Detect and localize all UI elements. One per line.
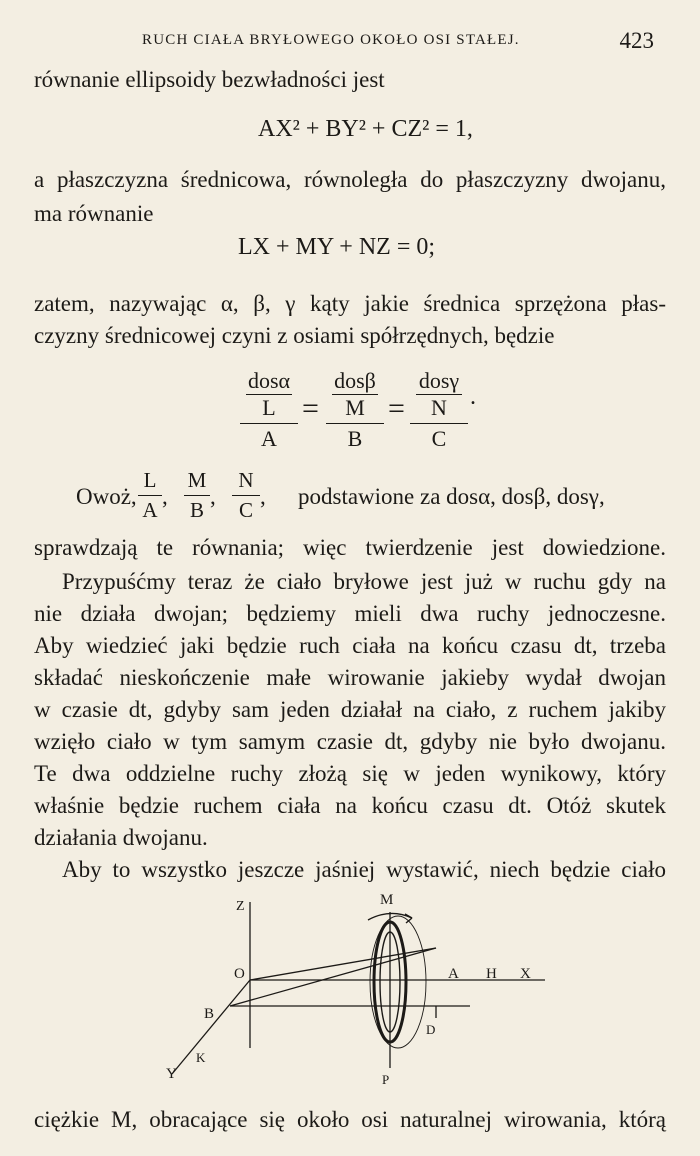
fraction-inner-numerator: L bbox=[262, 395, 276, 420]
fraction-inner-denominator: B bbox=[347, 426, 363, 451]
fraction-numerator: L bbox=[143, 468, 157, 492]
text-line: składać nieskończenie małe wirowanie jakieby wydał dwojan bbox=[34, 665, 666, 690]
text-line: a płaszczyzna średnicowa, równoległa do płaszczyzny dwojanu, bbox=[34, 167, 666, 192]
equals-sign: = bbox=[302, 392, 319, 425]
label-a: A bbox=[448, 966, 459, 982]
inline-fraction bbox=[184, 468, 210, 523]
text-line: Przypuśćmy teraz że ciało bryłowe jest już w ruchu gdy na bbox=[62, 569, 666, 594]
text-line: równanie ellipsoidy bezwładności jest bbox=[34, 67, 385, 92]
label-b: B bbox=[204, 1006, 215, 1022]
label-x: X bbox=[520, 966, 531, 982]
fraction-numerator: M bbox=[187, 468, 207, 492]
rotating-body-shadow bbox=[370, 916, 426, 1048]
label-d: D bbox=[426, 1022, 436, 1037]
fraction-inner-denominator: C bbox=[431, 426, 447, 451]
label-h: H bbox=[486, 966, 497, 982]
text-line: Te dwa oddzielne ruchy złożą się w jeden wynikowy, który bbox=[34, 761, 666, 786]
text-word: Owoż, bbox=[76, 484, 137, 509]
compound-fraction bbox=[410, 368, 468, 452]
text-line: w czasie dt, gdyby sam jeden działał na ciało, z ruchem jakiby bbox=[34, 697, 666, 722]
page-number: 423 bbox=[619, 28, 654, 53]
label-y: Y bbox=[166, 1066, 177, 1082]
fraction-denominator: B bbox=[189, 498, 204, 522]
equals-sign: = bbox=[388, 392, 405, 425]
arm-line bbox=[250, 948, 436, 980]
inline-fraction bbox=[138, 468, 162, 523]
fraction-denominator: A bbox=[142, 498, 158, 522]
text-line: podstawione za dosα, dosβ, dosγ, bbox=[298, 484, 605, 509]
label-m: M bbox=[380, 892, 394, 908]
fraction-numerator: dosα bbox=[247, 368, 291, 393]
text-line: sprawdzają te równania; więc twierdzenie jest dowiedzione. bbox=[34, 535, 666, 560]
text-line: wzięło ciało w tym samym czasie dt, gdyby nie było dwojanu. bbox=[34, 729, 666, 754]
text-line: ma równanie bbox=[34, 201, 154, 226]
y-axis-line bbox=[172, 980, 250, 1074]
label-k: K bbox=[196, 1050, 206, 1065]
comma: , bbox=[210, 484, 216, 509]
label-z: Z bbox=[236, 899, 245, 914]
comma: , bbox=[260, 484, 266, 509]
plane-equation: LX + MY + NZ = 0; bbox=[238, 234, 436, 260]
text-line: nie działa dwojan; będziemy mieli dwa ruchy jednoczesne. bbox=[34, 601, 666, 626]
inline-fraction bbox=[232, 468, 260, 523]
period: . bbox=[470, 384, 476, 410]
text-line: czyzny średnicowej czyni z osiami spółrzędnych, będzie bbox=[34, 323, 555, 348]
text-line: ciężkie M, obracające się około osi naturalnej wirowania, którą bbox=[34, 1107, 666, 1132]
fraction-inner-denominator: A bbox=[261, 426, 277, 451]
text-line: Aby to wszystko jeszcze jaśniej wystawić, niech będzie ciało bbox=[62, 857, 666, 882]
compound-fraction bbox=[240, 368, 298, 452]
label-p: P bbox=[382, 1072, 390, 1087]
fraction-numerator: dosγ bbox=[418, 368, 460, 393]
fraction-numerator: dosβ bbox=[334, 368, 376, 393]
page-header bbox=[0, 28, 700, 58]
ellipsoid-equation: AX² + BY² + CZ² = 1, bbox=[258, 116, 473, 142]
fraction-inner-numerator: M bbox=[345, 395, 365, 420]
comma: , bbox=[162, 484, 168, 509]
compound-fraction bbox=[326, 368, 384, 452]
fraction-inner-numerator: N bbox=[431, 395, 447, 420]
text-line: właśnie będzie ruchem ciała na końcu czasu dt. Otóż skutek bbox=[34, 793, 666, 818]
text-line: zatem, nazywając α, β, γ kąty jakie średnica sprzężona płas- bbox=[34, 291, 666, 316]
fraction-numerator: N bbox=[238, 468, 254, 492]
rotation-figure bbox=[150, 888, 560, 1098]
running-title: RUCH CIAŁA BRYŁOWEGO OKOŁO OSI STAŁEJ. bbox=[142, 32, 520, 48]
text-line: działania dwojanu. bbox=[34, 825, 208, 850]
label-o: O bbox=[234, 966, 245, 982]
text-line: Aby wiedzieć jaki będzie ruch ciała na końcu czasu dt, trzeba bbox=[34, 633, 666, 658]
fraction-denominator: C bbox=[238, 498, 253, 522]
